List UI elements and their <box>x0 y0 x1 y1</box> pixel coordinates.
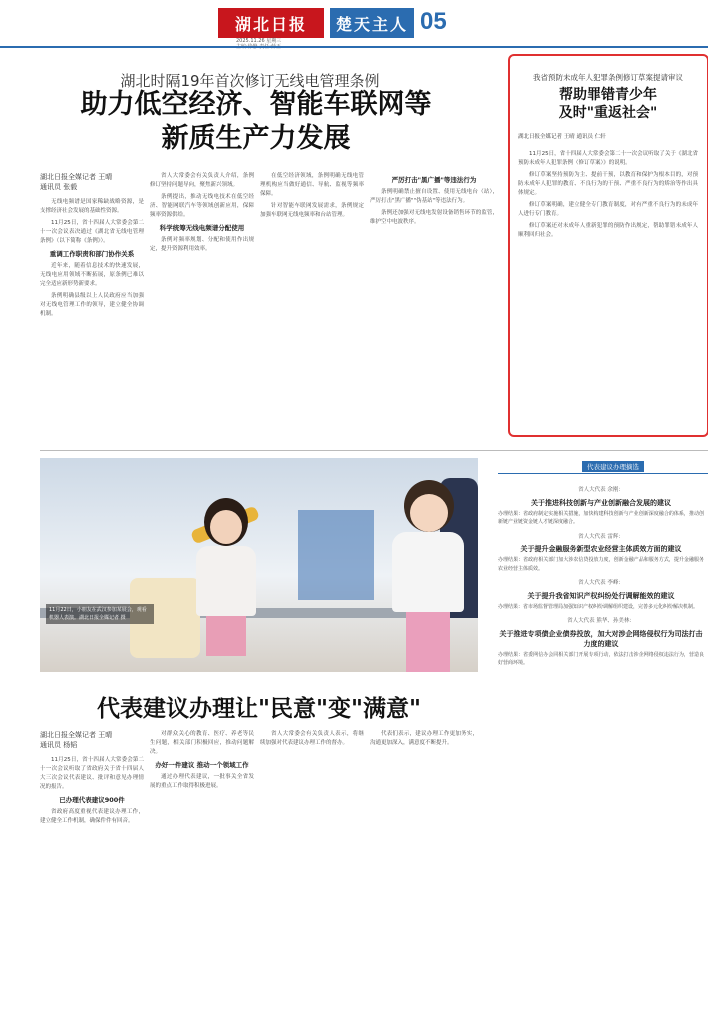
suggestion-title: 关于提升金融服务新型农业经营主体质效方面的建议 <box>520 545 682 553</box>
news-photo <box>40 458 478 672</box>
feature-column-2 <box>150 730 254 1030</box>
lead-column-3 <box>260 172 364 447</box>
suggestion-body: 办理结果：省委网信办会同相关部门开展专项行动，依法打击涉企网络侵权违法行为，营造良好营商环境。 <box>498 651 704 666</box>
lead-column-1 <box>40 172 144 447</box>
suggestion-body: 办理结果：省市场监督管理局加强知识产权纠纷调解组织建设，完善多元化纠纷解决机制。 <box>498 603 699 610</box>
suggestion-title: 关于推进专项债企业债券投放，加大对涉企网络侵权行为司法打击力度的建议 <box>499 629 703 648</box>
lead-column-4 <box>370 172 498 447</box>
paragraph: 省政府高度重视代表建议办理工作，建立健全工作机制，确保件件有回音。 <box>40 809 144 824</box>
paragraph: 条例还加强对无线电发射设备销售环节的监管，维护空中电波秩序。 <box>370 210 498 225</box>
suggestions-header: 代表建议办理摘选 <box>498 460 708 474</box>
subheading: 已办理代表建议900件 <box>59 796 125 804</box>
sidebox-body <box>518 150 698 430</box>
section-divider <box>40 450 708 451</box>
suggestion-author: 省人大代表 李峰： <box>578 580 624 586</box>
lead-column-2 <box>150 172 254 447</box>
newspaper-logo: 湖北日报 <box>218 8 324 38</box>
paragraph: 无线电频谱是国家稀缺战略资源，是支撑经济社会发展的基础性资源。 <box>40 199 144 214</box>
paragraph: 省人大常委会有关负责人表示，将继续加强对代表建议办理工作的督办。 <box>260 731 364 746</box>
issue-date: 2025.11.26 星期三 <box>236 38 282 44</box>
suggestion-author: 省人大代表 余刚： <box>578 487 624 493</box>
sidebox-headline: 帮助罪错青少年 及时"重返社会" <box>558 87 658 121</box>
paragraph: 条例对频率规划、分配和使用作出规定，提升资源利用效率。 <box>150 237 254 252</box>
feature-headline: 代表建议办理让"民意"变"满意" <box>97 695 421 722</box>
sidebox-kicker: 我省预防未成年人犯罪条例修订草案提请审议 <box>533 73 683 82</box>
suggestion-title: 关于推进科技创新与产业创新融合发展的建议 <box>531 498 671 507</box>
subheading: 科学统筹无线电频谱分配使用 <box>159 224 245 232</box>
suggestion-title: 关于提升我省知识产权纠纷处行调解能效的建议 <box>527 591 675 600</box>
lead-headline: 助力低空经济、智能车联网等 新质生产力发展 <box>80 89 432 154</box>
paragraph: 11月25日，省十四届人大常委会第二十一次会议表决通过《湖北省无线电管理条例》（以下简称《条例》）。 <box>40 220 144 244</box>
suggestion-body: 办理结果：省政府制定实施相关措施，加快构建科技创新与产业创新深度融合的体系，推动创新链产业链资金链人才链深度融合。 <box>498 510 704 525</box>
paragraph: 省人大常委会有关负责人介绍，条例修订坚持问题导向，聚焦新兴领域。 <box>150 173 254 188</box>
feature-column-3 <box>260 730 364 1030</box>
suggestion-author: 省人大代表 雷辉： <box>578 533 624 540</box>
subheading: 重调工作职责和部门协作关系 <box>49 250 135 258</box>
paragraph: 条例明确县级以上人民政府应当加强对无线电管理工作的领导，建立健全协调机制。 <box>40 293 144 317</box>
paragraph: 11月25日，省十四届人大常委会第二十一次会议听取了省政府关于省十四届人大三次会议代表建议、批评和意见办理情况的报告。 <box>40 757 144 790</box>
paragraph: 修订草案坚持预防为主、提前干预，以教育和保护为根本目的，对预防未成年人犯罪的教育、不良行为的干预、严重不良行为的矫治等作出具体规定。 <box>518 172 698 196</box>
suggestion-author: 省人大代表 熊华、孙美林： <box>567 618 635 624</box>
feature-column-4 <box>370 730 478 1030</box>
masthead-divider <box>0 46 708 48</box>
paragraph: 代表们表示，建议办理工作更加务实，沟通更加深入，满意度不断提升。 <box>370 731 478 746</box>
page-number: 05 <box>420 8 447 35</box>
child-figure-right <box>386 480 470 672</box>
suggestions-list <box>498 480 704 1030</box>
paragraph: 通过办理代表建议，一批事关全省发展的重点工作取得积极进展。 <box>150 774 254 789</box>
paragraph: 在低空经济领域，条例明确无线电管理机构应当做好通信、导航、监视等频率保障。 <box>260 173 364 197</box>
paragraph: 针对智能车联网发展需求，条例规定加强车联网无线电频率和台站管理。 <box>260 203 364 218</box>
paragraph: 修订草案还对未成年人重新犯罪的预防作出规定，帮助罪错未成年人顺利回归社会。 <box>518 223 698 238</box>
paragraph: 条例明确禁止擅自设置、使用无线电台（站），严厉打击"黑广播""伪基站"等违法行为。 <box>370 189 498 204</box>
exhibit-display <box>298 510 374 600</box>
child-figure-left <box>190 498 262 658</box>
subheading: 办好一件建议 推动一个领域工作 <box>155 761 249 769</box>
photo-caption: 11月22日，小朋友在武汉参加某展会，观看机器人表演。湖北日报全媒记者 摄 <box>46 604 154 624</box>
paragraph: 对群众关心的教育、医疗、养老等民生问题，相关部门积极回应，推动问题解决。 <box>150 731 254 755</box>
paragraph: 近年来，随着信息技术的快速发展，无线电应用领域不断拓展，原条例已难以完全适应新形势新要求。 <box>40 263 144 287</box>
masthead <box>0 0 708 52</box>
paragraph: 修订草案明确，建立健全专门教育制度，对有严重不良行为的未成年人进行专门教育。 <box>518 202 698 217</box>
section-title: 楚天主人 <box>330 8 414 38</box>
highlighted-sidebox[interactable] <box>508 54 708 437</box>
suggestion-body: 办理结果：省政府相关部门加大涉农信贷投放力度，创新金融产品和服务方式，提升金融服务农业经营主体质效。 <box>498 557 704 572</box>
lead-kicker: 湖北时隔19年首次修订无线电管理条例 <box>120 72 380 90</box>
sidebox-byline: 湖北日报全媒记者 王晴 通讯员 仁轩 <box>518 134 606 140</box>
paragraph: 11月25日，省十四届人大常委会第二十一次会议听取了关于《湖北省预防未成年人犯罪条例（修订草案）》的说明。 <box>518 151 698 166</box>
lead-byline: 湖北日报全媒记者 王晴 通讯员 张毅 <box>40 173 113 191</box>
subheading: 严厉打击"黑广播"等违法行为 <box>391 176 477 184</box>
feature-column-1 <box>40 730 144 1030</box>
paragraph: 条例提出，推动无线电技术在低空经济、智能网联汽车等领域创新应用，保障频率资源供给。 <box>150 194 254 218</box>
feature-byline: 湖北日报全媒记者 王晴 通讯员 杨韬 <box>40 731 113 749</box>
